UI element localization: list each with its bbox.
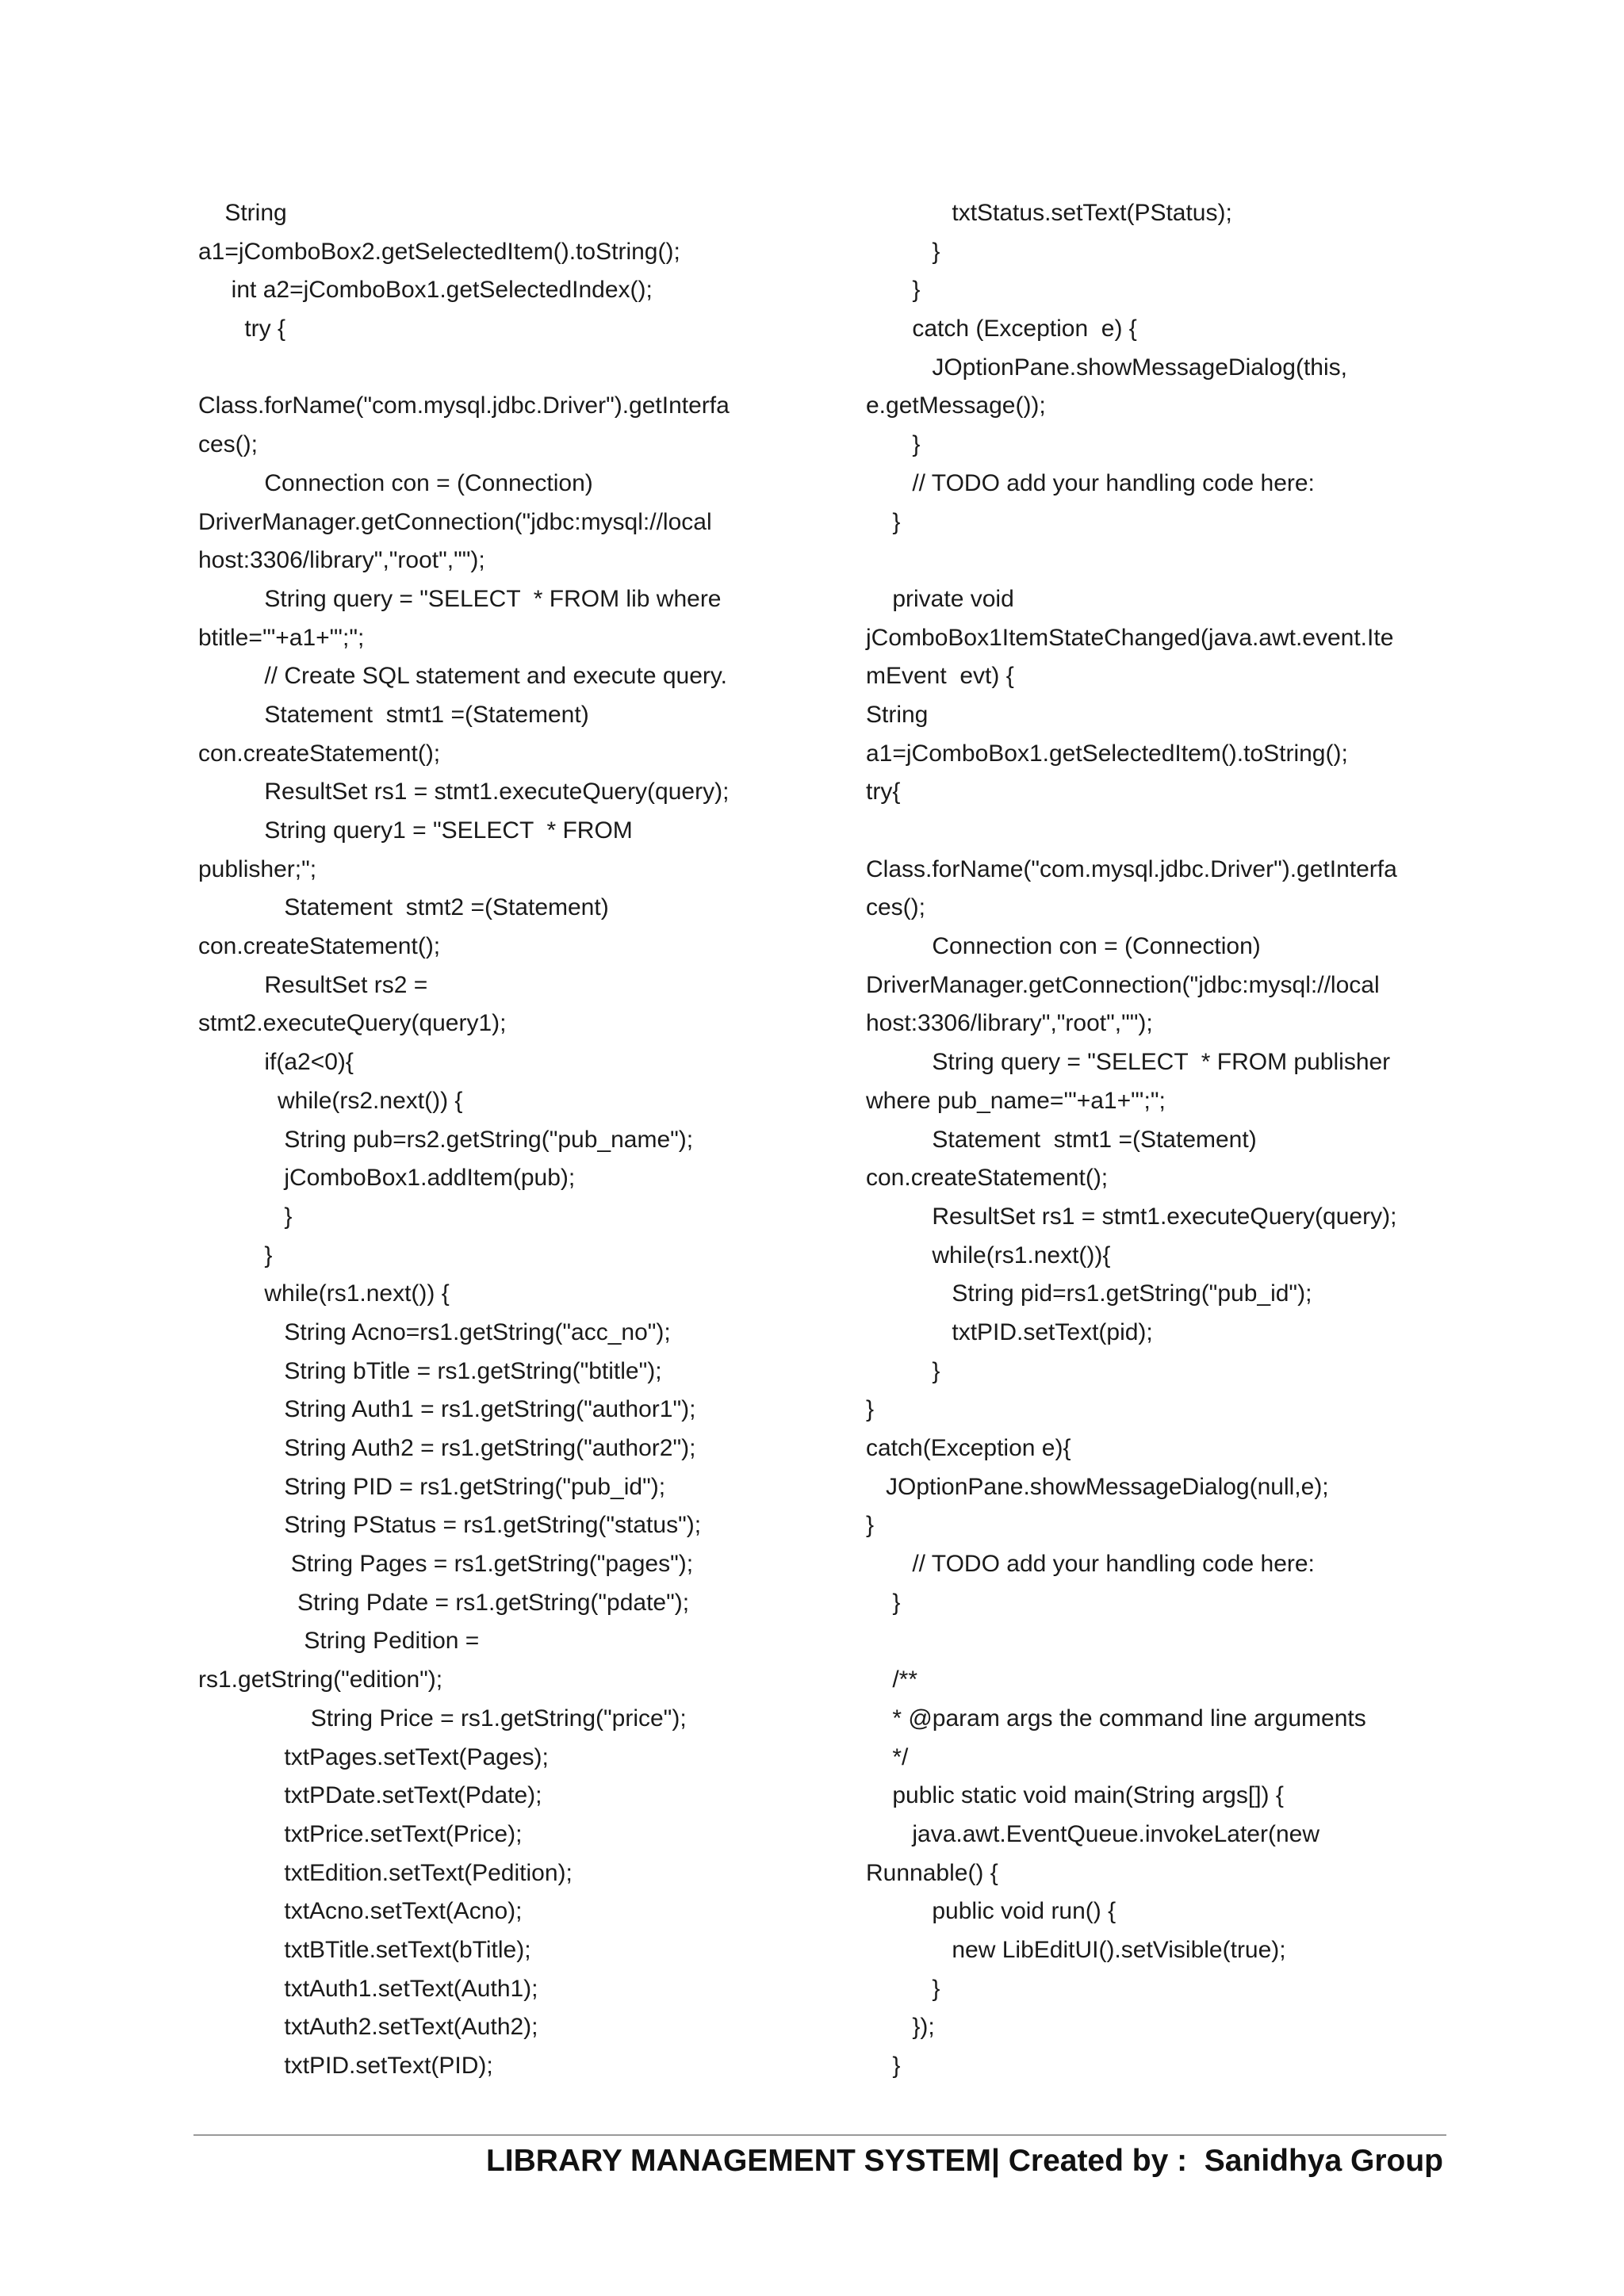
code-line: String Auth1 = rs1.getString("author1"); <box>198 1396 696 1423</box>
code-line: Class.forName("com.mysql.jdbc.Driver").getInterfa <box>198 392 730 419</box>
code-line: txtEdition.setText(Pedition); <box>198 1859 573 1886</box>
code-line: ResultSet rs1 = stmt1.executeQuery(query); <box>866 1203 1397 1230</box>
code-line: String query = "SELECT * FROM lib where <box>198 585 722 612</box>
code-line: where pub_name='"+a1+"';"; <box>866 1087 1166 1114</box>
code-line: */ <box>866 1743 909 1770</box>
code-line: String PStatus = rs1.getString("status"); <box>198 1512 702 1539</box>
code-line: ces(); <box>198 431 258 458</box>
code-line: ResultSet rs1 = stmt1.executeQuery(query); <box>198 779 730 806</box>
code-line: String Acno=rs1.getString("acc_no"); <box>198 1318 671 1345</box>
code-line: java.awt.EventQueue.invokeLater(new <box>866 1820 1320 1847</box>
code-line: Connection con = (Connection) <box>866 933 1261 960</box>
code-line: while(rs2.next()) { <box>198 1087 463 1114</box>
code-line: String <box>198 200 287 226</box>
code-line: txtPID.setText(PID); <box>198 2053 493 2079</box>
code-line: String Price = rs1.getString("price"); <box>198 1705 687 1732</box>
code-line: con.createStatement(); <box>198 933 441 960</box>
code-line: String <box>866 701 929 728</box>
code-line: host:3306/library","root",""); <box>198 547 485 574</box>
code-line: e.getMessage()); <box>866 392 1046 419</box>
left-code-column <box>198 194 785 2086</box>
code-line: } <box>866 1975 940 2002</box>
code-line: btitle='"+a1+"';"; <box>198 624 365 651</box>
code-line: DriverManager.getConnection("jdbc:mysql://local <box>198 508 712 535</box>
code-line: } <box>866 238 940 265</box>
code-line: if(a2<0){ <box>198 1049 354 1076</box>
code-line: Connection con = (Connection) <box>198 469 593 496</box>
code-line: } <box>866 277 921 304</box>
code-line: txtBTitle.setText(bTitle); <box>198 1936 531 1963</box>
code-line: } <box>866 2053 901 2079</box>
code-line: catch(Exception e){ <box>866 1435 1071 1461</box>
code-line: int a2=jComboBox1.getSelectedIndex(); <box>198 277 653 304</box>
code-line <box>198 349 785 388</box>
code-line: public void run() { <box>866 1898 1116 1925</box>
code-line: jComboBox1ItemStateChanged(java.awt.event.Ite <box>866 624 1394 651</box>
code-line: } <box>198 1242 273 1269</box>
code-line: a1=jComboBox1.getSelectedItem().toString(); <box>866 740 1348 767</box>
footer-text: LIBRARY MANAGEMENT SYSTEM| Created by : Sanidhya Group <box>485 2144 1443 2178</box>
code-line: a1=jComboBox2.getSelectedItem().toString(); <box>198 238 680 265</box>
code-line: publisher;"; <box>198 855 317 882</box>
code-line: String query1 = "SELECT * FROM <box>198 817 633 844</box>
code-line: txtPDate.setText(Pdate); <box>198 1782 542 1809</box>
code-line: String Pdate = rs1.getString("pdate"); <box>198 1589 690 1616</box>
code-line: } <box>866 1396 875 1423</box>
right-code-column <box>866 194 1453 2086</box>
code-line: String Auth2 = rs1.getString("author2"); <box>198 1435 696 1461</box>
code-line: // TODO add your handling code here: <box>866 1551 1315 1578</box>
code-line: DriverManager.getConnection("jdbc:mysql://local <box>866 971 1380 998</box>
code-line: ces(); <box>866 894 925 921</box>
code-line: JOptionPane.showMessageDialog(this, <box>866 354 1347 381</box>
code-line: String Pages = rs1.getString("pages"); <box>198 1551 694 1578</box>
code-line: // Create SQL statement and execute query. <box>198 663 728 690</box>
code-line <box>866 1622 1453 1661</box>
code-line: public static void main(String args[]) { <box>866 1782 1284 1809</box>
code-line: String pid=rs1.getString("pub_id"); <box>866 1280 1312 1307</box>
code-line: new LibEditUI().setVisible(true); <box>866 1936 1286 1963</box>
code-line: } <box>866 1589 901 1616</box>
code-line: txtStatus.setText(PStatus); <box>866 200 1232 226</box>
code-line <box>866 812 1453 851</box>
code-line: private void <box>866 585 1014 612</box>
code-line: txtPID.setText(pid); <box>866 1318 1153 1345</box>
code-line: mEvent evt) { <box>866 663 1014 690</box>
code-line: catch (Exception e) { <box>866 316 1137 342</box>
code-line: String Pedition = <box>198 1628 480 1655</box>
code-line: }); <box>866 2014 935 2041</box>
code-line: jComboBox1.addItem(pub); <box>198 1165 576 1192</box>
code-line: while(rs1.next()){ <box>866 1242 1111 1269</box>
code-line: String query = "SELECT * FROM publisher <box>866 1049 1391 1076</box>
code-line: txtPrice.setText(Price); <box>198 1820 523 1847</box>
code-line: rs1.getString("edition"); <box>198 1667 443 1693</box>
code-line: txtAcno.setText(Acno); <box>198 1898 523 1925</box>
code-line: } <box>866 431 921 458</box>
code-line: stmt2.executeQuery(query1); <box>198 1010 507 1037</box>
code-line: } <box>866 1357 940 1384</box>
code-line: try { <box>198 316 286 342</box>
code-line: con.createStatement(); <box>866 1165 1109 1192</box>
code-line: // TODO add your handling code here: <box>866 469 1315 496</box>
code-line: txtPages.setText(Pages); <box>198 1743 549 1770</box>
code-line: try{ <box>866 779 901 806</box>
code-line: while(rs1.next()) { <box>198 1280 450 1307</box>
code-line: txtAuth2.setText(Auth2); <box>198 2014 538 2041</box>
code-line: String pub=rs2.getString("pub_name"); <box>198 1126 694 1153</box>
code-line: } <box>198 1203 293 1230</box>
code-line: } <box>866 508 901 535</box>
code-line: * @param args the command line arguments <box>866 1705 1366 1732</box>
code-line: txtAuth1.setText(Auth1); <box>198 1975 538 2002</box>
code-line: con.createStatement(); <box>198 740 441 767</box>
code-line: Statement stmt2 =(Statement) <box>198 894 609 921</box>
code-line: /** <box>866 1667 918 1693</box>
code-line: String PID = rs1.getString("pub_id"); <box>198 1473 666 1500</box>
code-line: Runnable() { <box>866 1859 998 1886</box>
code-line <box>866 541 1453 580</box>
footer-divider <box>193 2134 1446 2136</box>
code-line: Class.forName("com.mysql.jdbc.Driver").getInterfa <box>866 855 1397 882</box>
code-line: ResultSet rs2 = <box>198 971 428 998</box>
code-line: } <box>866 1512 875 1539</box>
code-line: String bTitle = rs1.getString("btitle"); <box>198 1357 662 1384</box>
code-line: Statement stmt1 =(Statement) <box>198 701 589 728</box>
code-line: host:3306/library","root",""); <box>866 1010 1153 1037</box>
code-line: JOptionPane.showMessageDialog(null,e); <box>866 1473 1329 1500</box>
code-line: Statement stmt1 =(Statement) <box>866 1126 1257 1153</box>
